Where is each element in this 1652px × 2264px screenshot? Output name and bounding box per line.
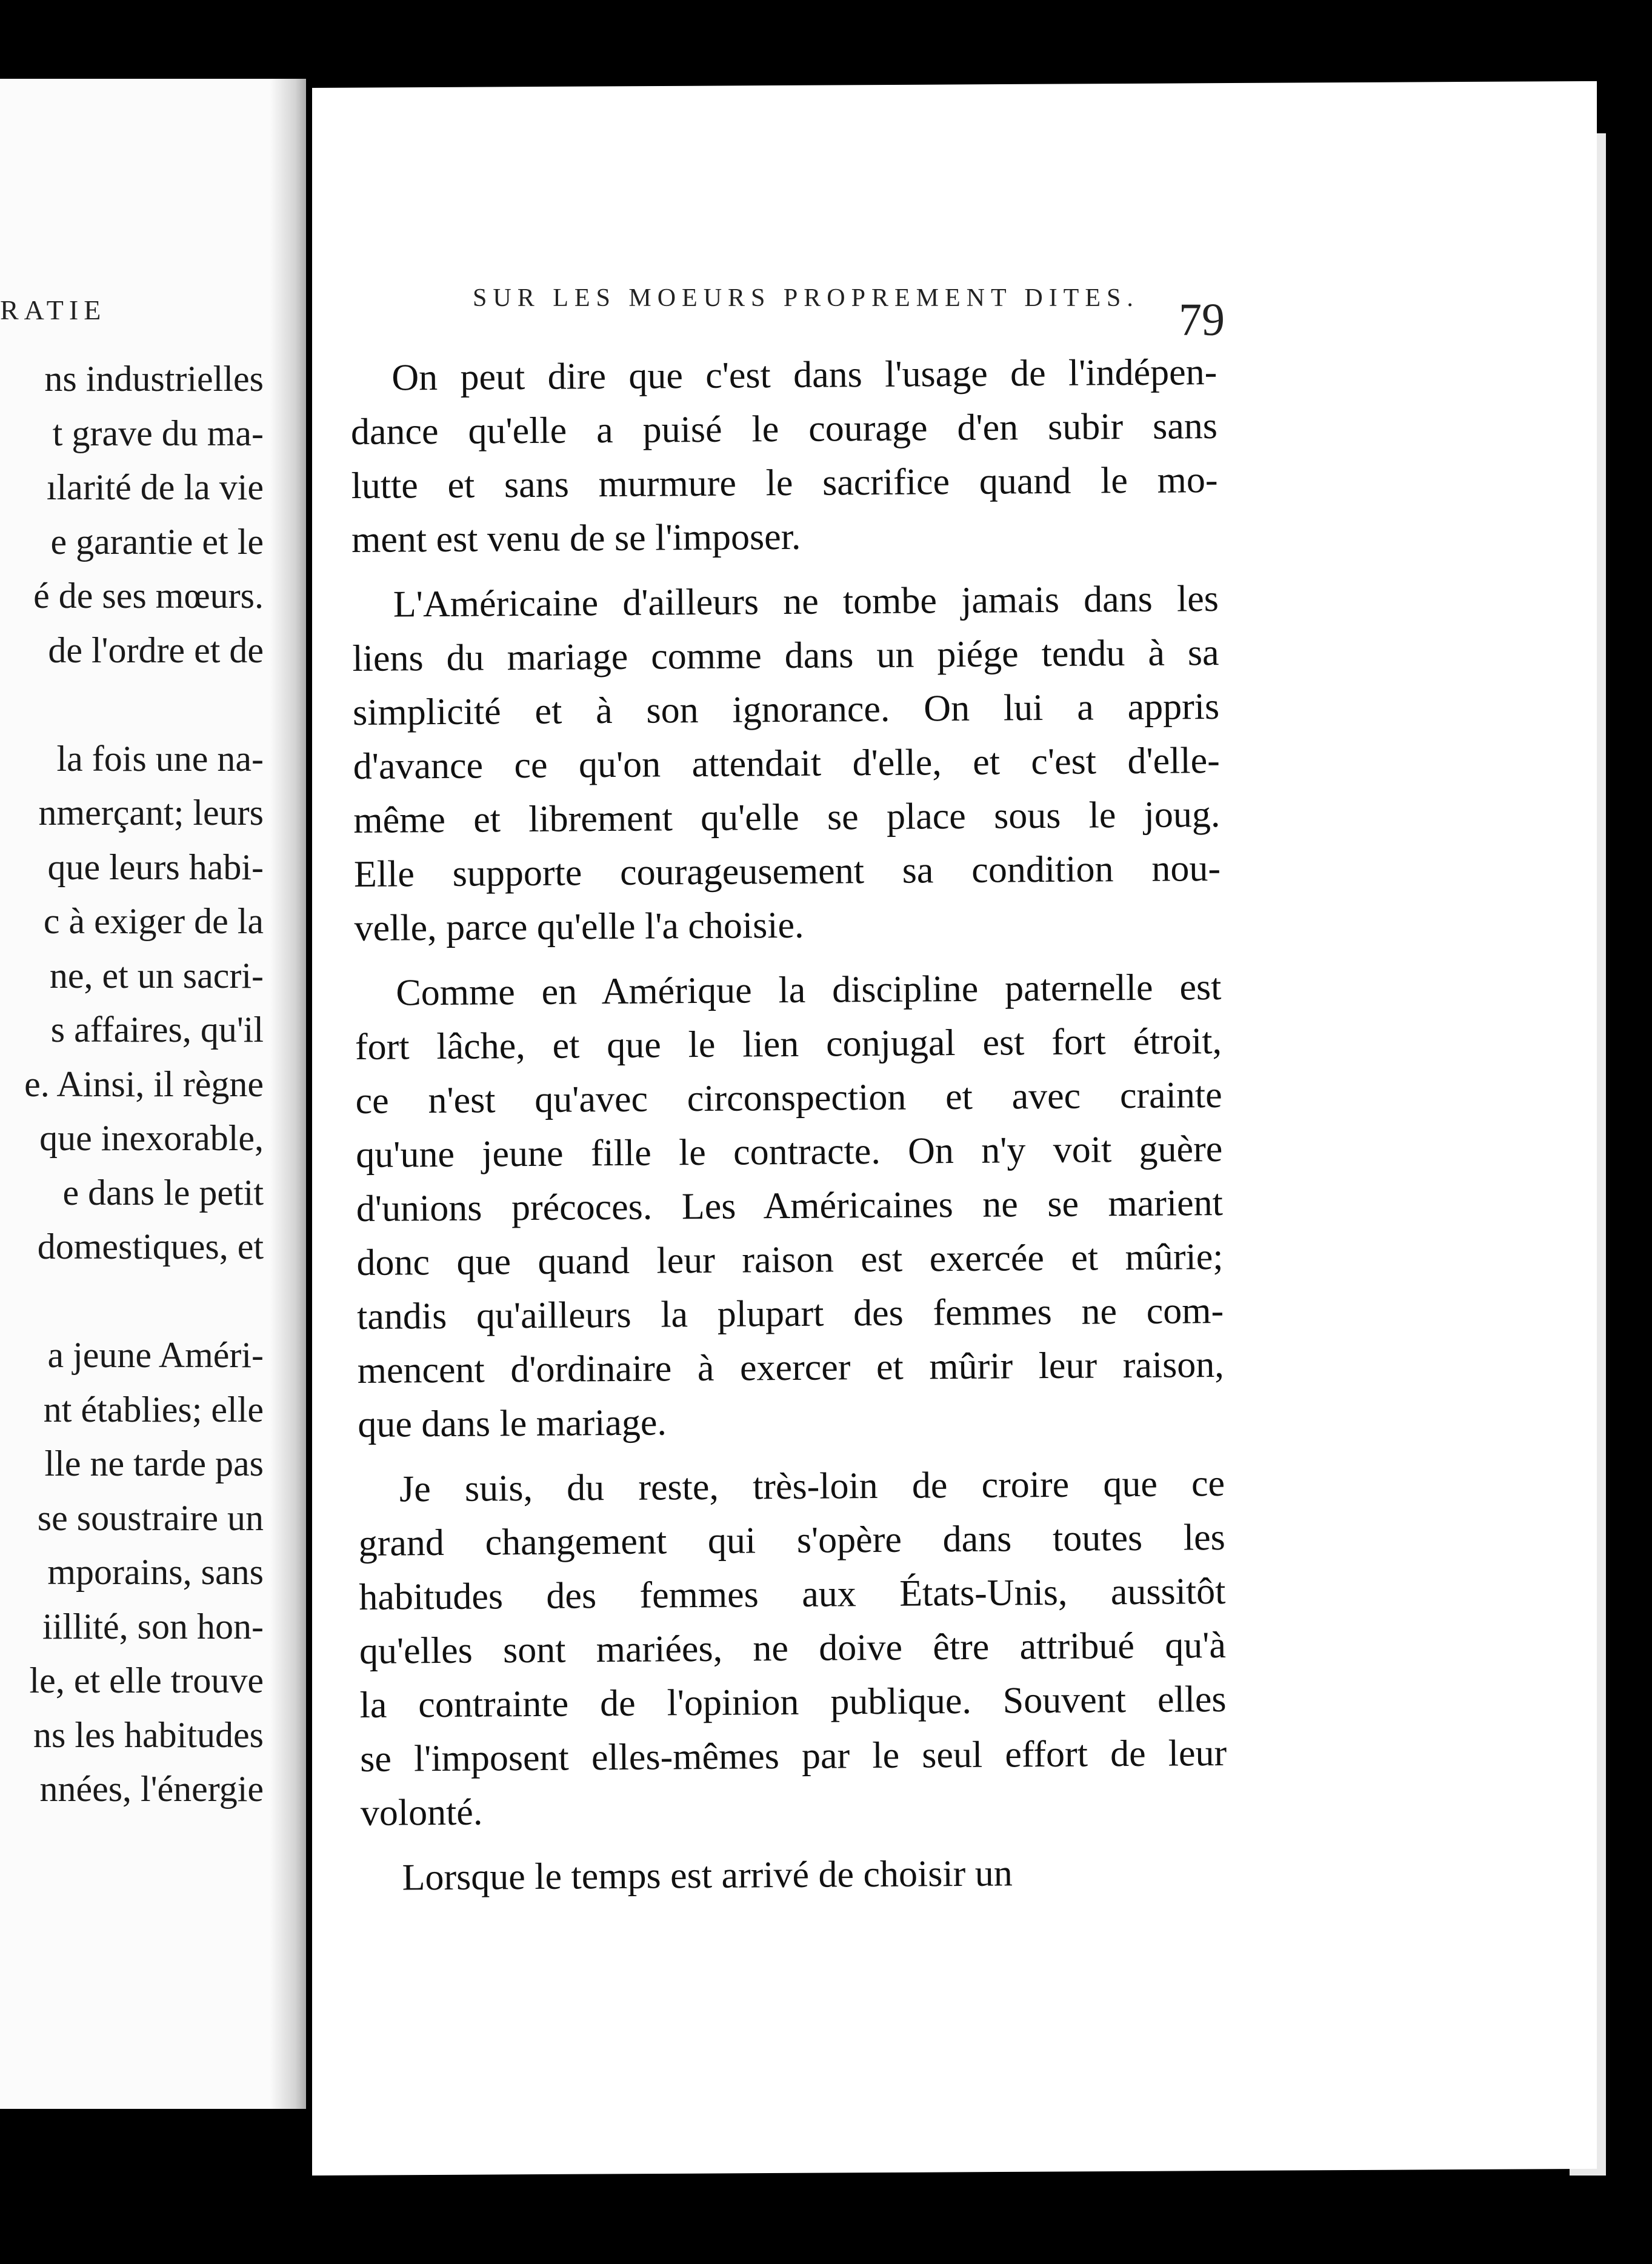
text-line: tandis qu'ailleurs la plupart des femmes ne com-: [356, 1290, 1224, 1337]
text-line: Je suis, du reste, très-loin de croire que ce: [399, 1462, 1225, 1510]
text-line: simplicité et à son ignorance. On lui a appris: [352, 686, 1220, 733]
text-line: fort lâche, et que le lien conjugal est fort étroit,: [355, 1020, 1222, 1068]
paragraph: [355, 961, 1225, 1452]
text-line: grand changement qui s'opère dans toutes les: [358, 1516, 1225, 1564]
paragraph: [358, 1457, 1227, 1840]
left-text-line: nmerçant; leurs: [38, 793, 264, 833]
left-text-line: domestiques, et: [37, 1227, 264, 1267]
left-text-line: ns les habitudes: [33, 1714, 264, 1755]
left-text-line: nnées, l'énergie: [39, 1769, 264, 1809]
text-line: dance qu'elle a puisé le courage d'en subir sans: [350, 405, 1218, 453]
left-text-line: e dans le petit: [62, 1172, 264, 1213]
left-text-line: t grave du ma-: [52, 413, 264, 453]
running-head: SUR LES MOEURS PROPREMENT DITES.: [473, 284, 1139, 312]
text-line: donc que quand leur raison est exercée et mûrie;: [356, 1236, 1224, 1283]
text-line: se l'imposent elles-mêmes par le seul effort de leur: [359, 1732, 1227, 1780]
left-text-line: é de ses mœurs.: [33, 576, 264, 616]
left-text-line: mporains, sans: [47, 1552, 264, 1592]
text-line: qu'une jeune fille le contracte. On n'y voit guère: [356, 1128, 1223, 1176]
left-text-line: le, et elle trouve: [29, 1660, 264, 1700]
left-text-line: ne, et un sacri-: [49, 955, 264, 996]
paragraph: [352, 572, 1221, 956]
text-line: L'Américaine d'ailleurs ne tombe jamais dans les: [393, 578, 1219, 625]
body-text: [350, 345, 1228, 1905]
left-text-line: que leurs habi-: [47, 847, 264, 887]
text-line: liens du mariage comme dans un piége tendu à sa: [352, 632, 1219, 679]
left-text-line: a jeune Améri-: [47, 1335, 264, 1375]
left-text-line: que inexorable,: [39, 1118, 264, 1158]
left-running-head: RATIE: [0, 295, 107, 325]
left-text-line: e. Ainsi, il règne: [24, 1064, 264, 1104]
text-line: habitudes des femmes aux États-Unis, aussitôt: [359, 1570, 1226, 1618]
left-text-line: nt établies; elle: [43, 1389, 264, 1430]
left-page: [0, 79, 306, 2109]
text-line: qu'elles sont mariées, ne doive être attribué qu'à: [359, 1624, 1227, 1672]
left-text-line: c à exiger de la: [43, 901, 264, 941]
page-number: 79: [1179, 295, 1225, 345]
left-text-line: de l'ordre et de: [48, 630, 264, 670]
text-line: mencent d'ordinaire à exercer et mûrir leur raison,: [357, 1343, 1224, 1391]
text-line: Elle supporte courageusement sa condition nou-: [353, 847, 1221, 895]
left-text-line: ns industrielles: [44, 359, 264, 399]
left-text-line: lle ne tarde pas: [44, 1443, 264, 1483]
text-line: même et librement qu'elle se place sous le joug.: [353, 793, 1221, 841]
left-text-line: la fois une na-: [56, 738, 264, 779]
left-text-line: e garantie et le: [50, 521, 264, 562]
text-line: ment est venu de se l'imposer.: [351, 516, 801, 561]
left-text-line: se soustraire un: [37, 1497, 264, 1538]
left-text-line: iillité, son hon-: [42, 1606, 264, 1646]
gutter-shadow: [270, 79, 306, 2109]
left-text-line: s affaires, qu'il: [50, 1010, 264, 1050]
paragraph: [361, 1845, 1228, 1905]
text-line: lutte et sans murmure le sacrifice quand le mo-: [351, 459, 1218, 507]
text-line: On peut dire que c'est dans l'usage de l'indépen-: [391, 351, 1217, 399]
text-line: d'avance ce qu'on attendait d'elle, et c'est d'elle-: [353, 740, 1220, 787]
text-line: Lorsque le temps est arrivé de choisir un: [402, 1853, 1013, 1899]
text-line: ce n'est qu'avec circonspection et avec crainte: [355, 1074, 1222, 1122]
left-text-line: ılarité de la vie: [46, 467, 264, 507]
text-line: que dans le mariage.: [358, 1402, 667, 1445]
text-line: velle, parce qu'elle l'a choisie.: [354, 904, 804, 949]
text-line: volonté.: [360, 1791, 483, 1834]
paragraph: [350, 345, 1218, 567]
text-line: d'unions précoces. Les Américaines ne se marient: [356, 1182, 1224, 1230]
text-line: la contrainte de l'opinion publique. Souvent elles: [359, 1678, 1227, 1726]
text-line: Comme en Amérique la discipline paternelle est: [396, 966, 1222, 1014]
